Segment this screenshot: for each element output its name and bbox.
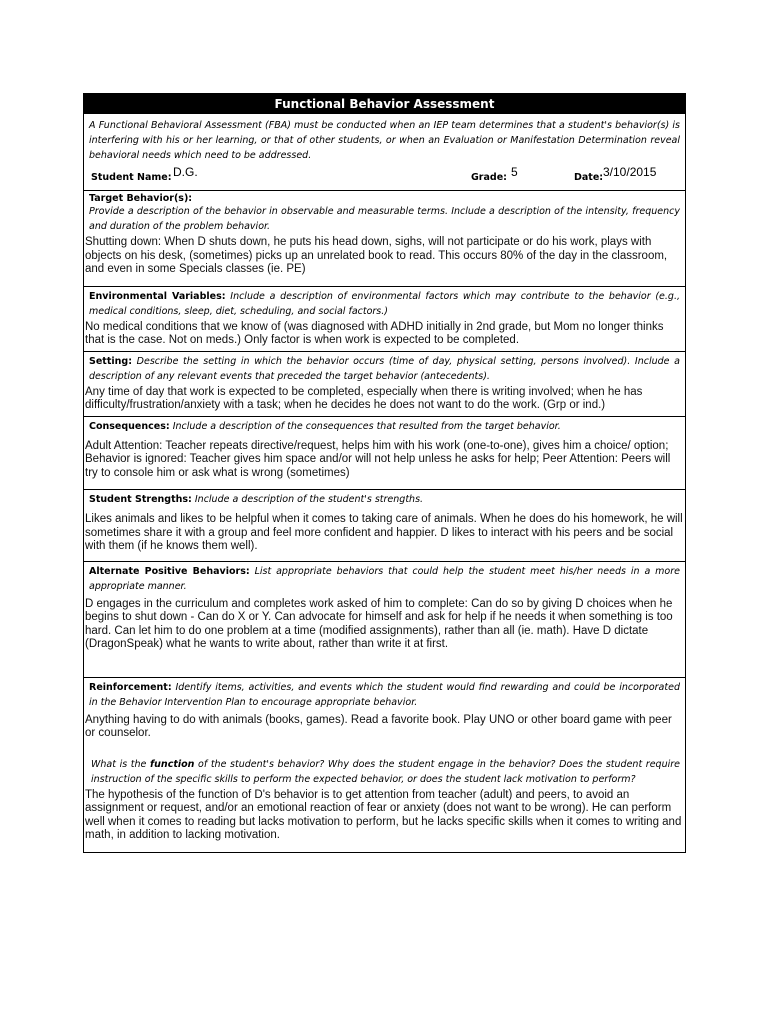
fba-form [83, 93, 686, 853]
setting-label: Setting: [89, 355, 132, 367]
consequences-answer: Adult Attention: Teacher repeats directive/request, helps him with his work (one-to-one), gives him a choice/ option; Behavior is ignored: Teacher gives him space and/or will not help unless he asks for help; Peer Attention: Peers will try to console him or ask what is wrong (sometimes) [85, 439, 671, 479]
student-info-row [89, 163, 680, 187]
student-name-label: Student Name: [91, 172, 172, 183]
function-question: What is the function of the student's behavior? Why does the student engage in the behavior? Does the student require instruction of the specific skills to perform the expected behavior, or does the student lack motivation to perform? [91, 758, 680, 785]
reinforcement-section [84, 677, 685, 852]
grade-value: 5 [511, 165, 518, 179]
grade-label: Grade: [471, 172, 507, 183]
strengths-instruction: Include a description of the student's strengths. [194, 494, 424, 505]
date-label: Date: [574, 172, 604, 183]
form-title: Functional Behavior Assessment [84, 94, 685, 114]
environmental-instruction: Include a description of environmental factors which may contribute to the behavior (e.g., medical conditions, sleep, diet, scheduling, and social factors.) [89, 290, 680, 317]
setting-answer: Any time of day that work is expected to be completed, especially when there is writing involved; when he has difficulty/frustration/anxiety with a task; when he decides he does not want to do the work. (Grp or ind.) [85, 385, 643, 411]
reinforcement-instruction: Identify items, activities, and events which the student would find rewarding and could be incorporated in the Behavior Intervention Plan to encourage appropriate behavior. [89, 681, 680, 708]
intro-text: A Functional Behavioral Assessment (FBA) must be conducted when an IEP team determines that a student's behavior(s) is interfering with his or her learning, or that of other students, or when an Evaluation or Manifestation Determination reveal behavioral needs which need to be addressed. [89, 120, 680, 161]
alternate-section [84, 561, 685, 677]
target-behavior-answer: Shutting down: When D shuts down, he puts his head down, sighs, will not participate or do his work, plays with objects on his desk, (sometimes) picks up an unrelated book to read. This occurs 80% of the day in the classroom, and even in some Specials classes (ie. PE) [85, 236, 668, 275]
function-answer: The hypothesis of the function of D's behavior is to get attention from teacher (adult) and peers, to avoid an assignment or request, and/or an emotional reaction of fear or anxiety (does not want to be wrong). He can perform well when it comes to reading but lacks motivation to perform, but he lacks specific skills when it comes to writing and math, in addition to lacking motivation. [85, 788, 682, 841]
alternate-answer: D engages in the curriculum and completes work asked of him to complete: Can do so by giving D choices when he begins to shut down - Can do X or Y. Can advocate for himself and ask for help if he needs it when something is too hard. Can let him to do one problem at a time (modified assignments), rather than all (ie. math). Have D dictate (DragonSpeak) what he wants to write about, rather than write it at first. [85, 597, 673, 650]
function-keyword: function [150, 758, 195, 770]
alternate-label: Alternate Positive Behaviors: [89, 565, 250, 577]
consequences-section [84, 416, 685, 490]
strengths-answer: Likes animals and likes to be helpful when it comes to taking care of animals. When he does do his homework, he will sometimes share it with a group and feel more confident and happier. D likes to interact with his peers and be social with them (if he knows them well). [85, 513, 683, 552]
consequences-label: Consequences: [89, 420, 170, 432]
environmental-section [84, 286, 685, 351]
consequences-instruction: Include a description of the consequences that resulted from the target behavior. [172, 420, 561, 432]
target-behavior-label: Target Behavior(s): [89, 193, 193, 204]
environmental-label: Environmental Variables: [89, 290, 226, 302]
intro-section [84, 114, 685, 190]
alternate-instruction: List appropriate behaviors that could help the student meet his/her needs in a more appropriate manner. [89, 565, 680, 592]
target-behavior-section [84, 190, 685, 286]
strengths-section [84, 489, 685, 561]
reinforcement-label: Reinforcement: [89, 681, 172, 693]
setting-instruction: Describe the setting in which the behavior occurs (time of day, physical setting, persons involved). Include a description of any relevant events that preceded the target behavior (antecedents). [89, 355, 680, 382]
environmental-answer: No medical conditions that we know of (was diagnosed with ADHD initially in 2nd grade, but Mom no longer thinks that is the case. Not on meds.) Only factor is when work is expected to be completed. [85, 320, 664, 346]
reinforcement-answer: Anything having to do with animals (books, games). Read a favorite book. Play UNO or other board game with peer or counselor. [85, 713, 672, 739]
student-name-value: D.G. [173, 165, 198, 179]
date-value: 3/10/2015 [603, 165, 657, 179]
setting-section [84, 351, 685, 416]
strengths-label: Student Strengths: [89, 494, 192, 505]
target-behavior-instruction: Provide a description of the behavior in observable and measurable terms. Include a description of the intensity, frequency and duration of the problem behavior. [89, 206, 680, 232]
